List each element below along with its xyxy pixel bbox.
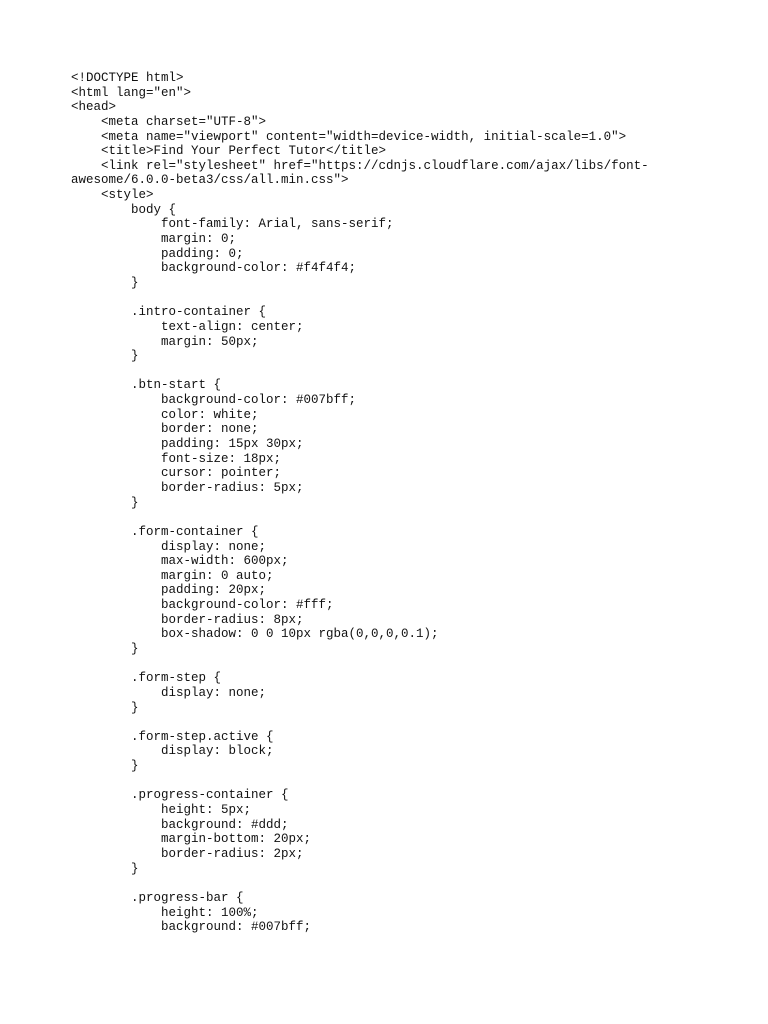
code-line bbox=[71, 291, 711, 306]
code-line: border: none; bbox=[71, 422, 259, 437]
code-line: display: none; bbox=[71, 539, 267, 554]
code-line: box-shadow: 0 0 10px rgba(0,0,0,0.1); bbox=[71, 627, 439, 642]
code-line: <html lang="en"> bbox=[71, 85, 192, 100]
code-line: padding: 0; bbox=[71, 246, 244, 261]
code-line: .form-step { bbox=[71, 671, 222, 686]
code-line: <!DOCTYPE html> bbox=[71, 71, 184, 85]
code-line: awesome/6.0.0-beta3/css/all.min.css"> bbox=[71, 173, 349, 188]
code-line: margin: 0 auto; bbox=[71, 568, 274, 583]
code-line: .btn-start { bbox=[71, 378, 222, 393]
code-line: height: 100%; bbox=[71, 905, 259, 920]
code-line: margin-bottom: 20px; bbox=[71, 832, 312, 847]
code-line: } bbox=[71, 861, 139, 876]
code-line: padding: 20px; bbox=[71, 583, 267, 598]
code-line: max-width: 600px; bbox=[71, 554, 289, 569]
code-line: cursor: pointer; bbox=[71, 466, 282, 481]
code-line: body { bbox=[71, 202, 177, 217]
code-line: font-family: Arial, sans-serif; bbox=[71, 217, 394, 232]
code-line: .form-container { bbox=[71, 524, 259, 539]
code-line bbox=[71, 510, 711, 525]
code-line: text-align: center; bbox=[71, 319, 304, 334]
code-line: display: none; bbox=[71, 685, 267, 700]
code-line: } bbox=[71, 275, 139, 290]
code-line: <meta charset="UTF-8"> bbox=[71, 114, 267, 129]
code-line: } bbox=[71, 700, 139, 715]
code-line: margin: 50px; bbox=[71, 334, 259, 349]
code-line: <meta name="viewport" content="width=device-width, initial-scale=1.0"> bbox=[71, 129, 627, 144]
code-line: <style> bbox=[71, 188, 154, 203]
code-line: background: #ddd; bbox=[71, 817, 289, 832]
code-line: } bbox=[71, 349, 139, 364]
code-line: background-color: #f4f4f4; bbox=[71, 261, 357, 276]
code-line bbox=[71, 364, 711, 379]
code-line: } bbox=[71, 759, 139, 774]
code-line: .intro-container { bbox=[71, 305, 267, 320]
code-line: <head> bbox=[71, 100, 117, 115]
code-line: } bbox=[71, 495, 139, 510]
code-line bbox=[71, 657, 711, 672]
code-line: .progress-container { bbox=[71, 788, 289, 803]
code-line: padding: 15px 30px; bbox=[71, 437, 304, 452]
code-line: font-size: 18px; bbox=[71, 451, 282, 466]
code-line: } bbox=[71, 641, 139, 656]
code-line: display: block; bbox=[71, 744, 274, 759]
code-line: .progress-bar { bbox=[71, 890, 244, 905]
code-line: <link rel="stylesheet" href="https://cdnjs.cloudflare.com/ajax/libs/font- bbox=[71, 158, 649, 173]
code-line: background-color: #007bff; bbox=[71, 393, 357, 408]
code-line: .form-step.active { bbox=[71, 729, 274, 744]
code-line: border-radius: 2px; bbox=[71, 846, 304, 861]
code-line: background: #007bff; bbox=[71, 920, 312, 935]
code-line: <title>Find Your Perfect Tutor</title> bbox=[71, 144, 387, 159]
code-line: border-radius: 5px; bbox=[71, 480, 304, 495]
code-line bbox=[71, 715, 711, 730]
code-line: margin: 0; bbox=[71, 232, 237, 247]
code-line: background-color: #fff; bbox=[71, 598, 334, 613]
code-line: border-radius: 8px; bbox=[71, 612, 304, 627]
code-line bbox=[71, 774, 711, 789]
code-line bbox=[71, 876, 711, 891]
code-line: height: 5px; bbox=[71, 803, 252, 818]
code-listing bbox=[71, 71, 711, 935]
code-line: color: white; bbox=[71, 407, 259, 422]
